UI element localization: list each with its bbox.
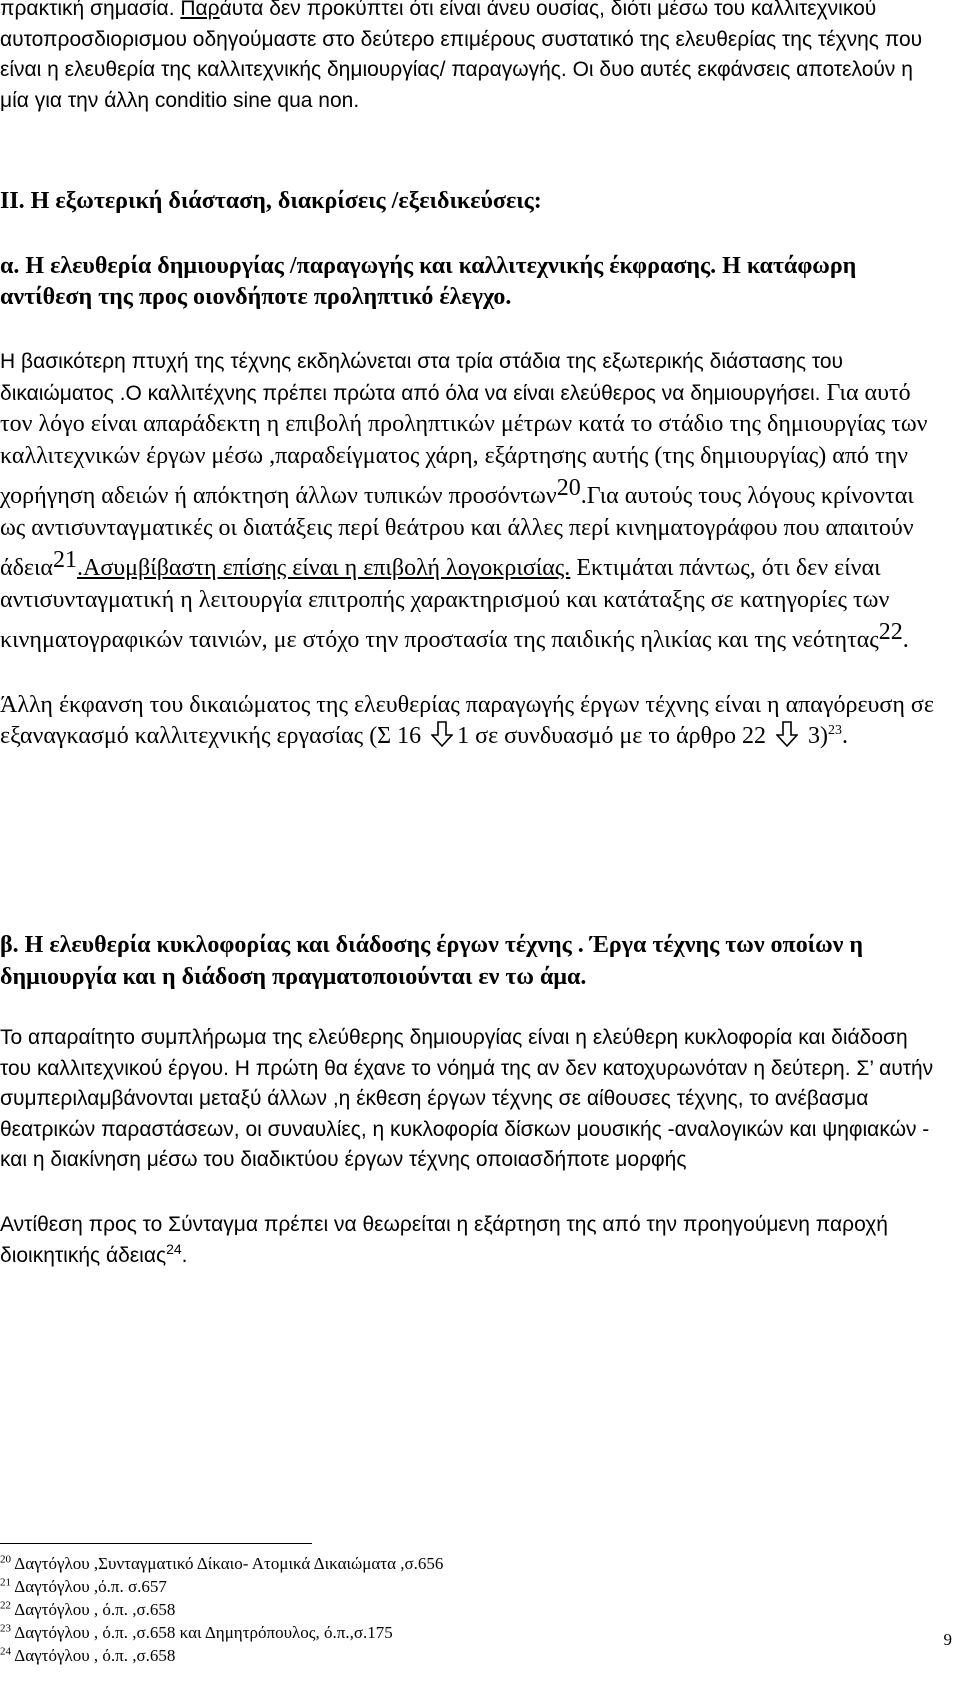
page-number: 9 bbox=[943, 1630, 952, 1649]
footnote-ref-21[interactable]: 21 bbox=[53, 547, 77, 573]
paragraph-1-serif-text-2: .Για αυτούς τους λόγους κρίνονται ως αντισυνταγματικές οι διατάξεις περί θεάτρου και άλλες περί κινηματογράφου που απαιτούν άδεια bbox=[0, 483, 914, 581]
footnote-text: Δαγτόγλου ,Συνταγματικό Δίκαιο- Ατομικά Δικαιώματα ,σ.656 bbox=[11, 1554, 444, 1573]
paragraph-2-text-1: Άλλη έκφανση του δικαιώματος της ελευθερίας παραγωγής έργων τέχνης είναι η απαγόρευση σε εξαναγκασμό καλλιτεχνικής εργασίας (Σ 16 bbox=[0, 692, 934, 749]
footnote-text: Δαγτόγλου ,ό.π. σ.657 bbox=[11, 1577, 167, 1596]
intro-text-rest: άυτα δεν προκύπτει ότι είναι άνευ ουσίας, διότι μέσω του καλλιτεχνικού αυτοπροσδιορισμου οδηγούμαστε στο δεύτερο επιμέρους συστατικό της ελευθερίας της τέχνης που είναι η ελευθερία της καλλιτεχνικής δημιουργίας/ παραγωγής. Οι δυο αυτές εκφάνσεις αποτελούν η μία για την άλλη conditio sine qua non. bbox=[0, 0, 923, 112]
footnote-text: Δαγτόγλου , ό.π. ,σ.658 bbox=[11, 1646, 176, 1665]
footnote-number: 21 bbox=[0, 1576, 11, 1589]
paragraph-1-underlined-sentence: .Ασυμβίβαστη επίσης είναι η επιβολή λογοκρισίας. bbox=[77, 555, 571, 581]
down-arrow-icon bbox=[431, 721, 453, 747]
paragraph-1-end: . bbox=[902, 627, 909, 653]
paragraph-2-text-3: 3) bbox=[802, 723, 829, 749]
footnote-number: 20 bbox=[0, 1553, 11, 1566]
footnote-23 bbox=[0, 1622, 700, 1644]
footnote-ref-22[interactable]: 22 bbox=[878, 619, 903, 645]
paragraph-2-end: . bbox=[842, 723, 849, 749]
paragraph-1-serif-text-3: Εκτιμάται πάντως, ότι δεν είναι αντισυνταγματική η λειτουργία επιτροπής χαρακτηρισμού και κατάταξης σε κατηγορίες των κινηματογραφικών ταινιών, με στόχο την προστασία της παιδικής ηλικίας και της νεότητας bbox=[0, 555, 890, 653]
paragraph-4-end: . bbox=[181, 1244, 188, 1267]
paragraph-2 bbox=[0, 690, 940, 752]
footnote-22 bbox=[0, 1599, 700, 1621]
paragraph-1-sans-text: Η βασικότερη πτυχή της τέχνης εκδηλώνεται στα τρία στάδια της εξωτερικής διάστασης του δικαιώματος .Ο καλλιτέχνης πρέπει πρώτα από όλα να είναι ελεύθερος να δημιουργήσει. bbox=[0, 350, 843, 405]
subheading-b: β. Η ελευθερία κυκλοφορίας και διάδοσης έργων τέχνης . Έργα τέχνης των οποίων η δημιουργία και η διάδοση πραγματοποιούνται εν τω άμα. bbox=[0, 932, 864, 990]
paragraph-4 bbox=[0, 1209, 940, 1271]
footnote-24 bbox=[0, 1645, 700, 1667]
footnote-number: 24 bbox=[0, 1645, 11, 1658]
down-arrow-icon bbox=[776, 721, 798, 747]
footnote-ref-23[interactable]: 23 bbox=[828, 723, 843, 738]
footnote-20 bbox=[0, 1553, 700, 1575]
footnote-21 bbox=[0, 1576, 700, 1598]
footnote-text: Δαγτόγλου , ό.π. ,σ.658 bbox=[11, 1600, 176, 1619]
paragraph-4-text: Αντίθεση προς το Σύνταγμα πρέπει να θεωρείται η εξάρτηση της από την προηγούμενη παροχή διοικητικής άδειας bbox=[0, 1213, 888, 1267]
paragraph-3: Το απαραίτητο συμπλήρωμα της ελεύθερης δημιουργίας είναι η ελεύθερη κυκλοφορία και διάδοση του καλλιτεχνικού έργου. Η πρώτη θα έχανε το νόημά της αν δεν κατοχυρωνόταν η δεύτερη. Σ’ αυτήν συμπεριλαμβάνονται μεταξύ άλλων ,η έκθεση έργων τέχνης σε αίθουσες τέχνης, το ανέβασμα θεατρικών παραστάσεων, οι συναυλίες, η κυκλοφορία δίσκων μουσικής -αναλογικών και ψηφιακών - και η διακίνηση μέσω του διαδικτύου έργων τέχνης οποιασδήποτε μορφής bbox=[0, 1026, 934, 1172]
footnote-number: 23 bbox=[0, 1622, 11, 1635]
section-heading: ΙΙ. Η εξωτερική διάσταση, διακρίσεις /εξειδικεύσεις: bbox=[0, 188, 542, 214]
subheading-a: α. Η ελευθερία δημιουργίας /παραγωγής και καλλιτεχνικής έκφρασης. Η κατάφωρη αντίθεση της προς οιονδήποτε προληπτικό έλεγχο. bbox=[0, 253, 857, 310]
footnote-text: Δαγτόγλου , ό.π. ,σ.658 και Δημητρόπουλος, ό.π.,σ.175 bbox=[11, 1623, 393, 1642]
footnote-separator bbox=[0, 1543, 312, 1544]
intro-paragraph bbox=[0, 0, 940, 116]
intro-underlined-word: Παρ bbox=[180, 0, 220, 20]
footnote-number: 22 bbox=[0, 1599, 11, 1612]
paragraph-2-text-2: 1 σε συνδυασμό με το άρθρο 22 bbox=[457, 723, 773, 749]
paragraph-1 bbox=[0, 346, 940, 657]
footnote-ref-20[interactable]: 20 bbox=[556, 475, 581, 501]
paragraph-1-serif-text: Για αυτό τον λόγο είναι απαράδεκτη η επιβολή προληπτικών μέτρων κατά το στάδιο της δημιουργίας των καλλιτεχνικών έργων μέσω ,παραδείγματος χάρη, εξάρτησης αυτής (της δημιουργίας) από την χορήγηση αδειών ή απόκτηση άλλων τυπικών προσόντων bbox=[0, 379, 928, 509]
intro-text-start: πρακτική σημασία. bbox=[0, 0, 181, 20]
footnote-ref-24[interactable]: 24 bbox=[166, 1241, 182, 1257]
